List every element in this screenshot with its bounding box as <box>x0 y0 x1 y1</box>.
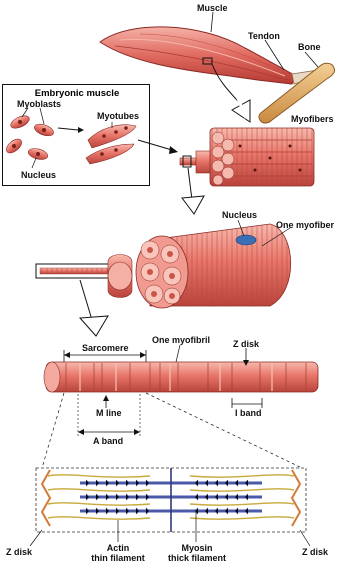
myoblasts-label: Myoblasts <box>17 99 62 109</box>
arrow-icon <box>182 196 204 214</box>
nucleus-embryo-label: Nucleus <box>21 170 57 180</box>
myofiber-bundle <box>180 128 314 186</box>
m-line-label: M line <box>96 408 122 418</box>
nucleus-shape <box>236 235 256 245</box>
z-disk-bottom-right-label: Z disk <box>302 547 329 557</box>
bone-label: Bone <box>298 42 321 52</box>
arrow-icon <box>169 146 178 154</box>
muscle-label: Muscle <box>197 3 228 13</box>
myofiber-detail <box>36 224 291 308</box>
embryonic-muscle-title: Embryonic muscle <box>34 88 120 99</box>
myofibers-label: Myofibers <box>291 114 334 124</box>
myofibril <box>44 362 318 392</box>
nucleus-fiber-label: Nucleus <box>222 210 258 220</box>
thick-filament-label: thick filament <box>167 553 226 563</box>
thin-filament-label: thin filament <box>91 553 145 563</box>
tendon-label: Tendon <box>248 31 280 41</box>
i-band-label: I band <box>235 408 262 418</box>
one-myofiber-label: One myofiber <box>276 220 335 230</box>
sarcomere-filaments <box>36 468 306 532</box>
a-band-label: A band <box>93 436 124 446</box>
z-disk-top-label: Z disk <box>233 339 260 349</box>
myosin-label: Myosin <box>181 543 213 553</box>
myotubes-label: Myotubes <box>97 111 140 121</box>
z-disk-bottom-left-label: Z disk <box>6 547 33 557</box>
arrow-icon <box>80 316 108 336</box>
one-myofibril-label: One myofibril <box>152 335 211 345</box>
sarcomere-label: Sarcomere <box>82 343 129 353</box>
actin-label: Actin <box>106 543 130 553</box>
